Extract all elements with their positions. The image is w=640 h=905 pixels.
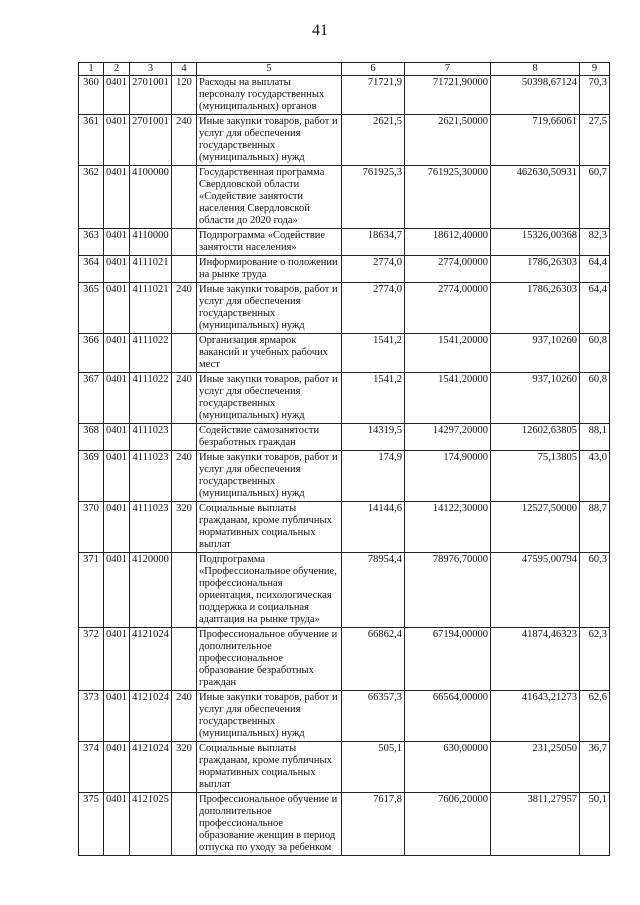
- cell-budget-approved: 14319,5: [342, 424, 405, 451]
- cell-section-code: 0401: [104, 76, 130, 115]
- cell-section-code: 0401: [104, 373, 130, 424]
- cell-expense-type-code: [172, 553, 197, 628]
- cell-amount-executed: 75,13805: [491, 451, 580, 502]
- cell-budget-approved: 174,9: [342, 451, 405, 502]
- cell-budget-approved: 1541,2: [342, 334, 405, 373]
- cell-section-code: 0401: [104, 229, 130, 256]
- cell-expense-type-code: [172, 334, 197, 373]
- cell-row-number: 375: [79, 793, 104, 856]
- cell-row-number: 367: [79, 373, 104, 424]
- cell-row-number: 360: [79, 76, 104, 115]
- cell-amount-executed: 719,66061: [491, 115, 580, 166]
- cell-target-article-code: 4121024: [130, 628, 172, 691]
- cell-expense-type-code: [172, 166, 197, 229]
- budget-table: [78, 62, 610, 856]
- cell-expense-type-code: 240: [172, 373, 197, 424]
- cell-budget-approved: 7617,8: [342, 793, 405, 856]
- cell-expense-type-code: [172, 424, 197, 451]
- cell-expense-description: Иные закупки товаров, работ и услуг для обеспечения государственных (муниципальных) нужд: [197, 283, 342, 334]
- cell-target-article-code: 4120000: [130, 553, 172, 628]
- cell-execution-percent: 82,3: [580, 229, 610, 256]
- cell-execution-percent: 64,4: [580, 256, 610, 283]
- cell-budget-approved: 1541,2: [342, 373, 405, 424]
- cell-expense-type-code: [172, 229, 197, 256]
- cell-section-code: 0401: [104, 115, 130, 166]
- cell-expense-description: Иные закупки товаров, работ и услуг для обеспечения государственных (муниципальных) нужд: [197, 373, 342, 424]
- cell-expense-type-code: 240: [172, 283, 197, 334]
- table-row: [79, 424, 610, 451]
- table-row: [79, 451, 610, 502]
- cell-budget-clarified: 78976,70000: [405, 553, 491, 628]
- cell-row-number: 362: [79, 166, 104, 229]
- cell-amount-executed: 41643,21273: [491, 691, 580, 742]
- cell-section-code: 0401: [104, 166, 130, 229]
- column-header-6: 6: [342, 63, 405, 76]
- table-row: [79, 76, 610, 115]
- cell-expense-type-code: [172, 628, 197, 691]
- table-body: [79, 76, 610, 856]
- cell-execution-percent: 64,4: [580, 283, 610, 334]
- cell-budget-approved: 14144,6: [342, 502, 405, 553]
- cell-row-number: 368: [79, 424, 104, 451]
- cell-section-code: 0401: [104, 424, 130, 451]
- cell-budget-clarified: 18612,40000: [405, 229, 491, 256]
- cell-amount-executed: 41874,46323: [491, 628, 580, 691]
- table-row: [79, 334, 610, 373]
- cell-target-article-code: 4111023: [130, 502, 172, 553]
- cell-section-code: 0401: [104, 553, 130, 628]
- cell-target-article-code: 4111021: [130, 283, 172, 334]
- cell-section-code: 0401: [104, 628, 130, 691]
- cell-section-code: 0401: [104, 691, 130, 742]
- table-row: [79, 373, 610, 424]
- cell-execution-percent: 36,7: [580, 742, 610, 793]
- cell-budget-clarified: 2621,50000: [405, 115, 491, 166]
- cell-amount-executed: 231,25050: [491, 742, 580, 793]
- cell-budget-clarified: 761925,30000: [405, 166, 491, 229]
- cell-target-article-code: 4111023: [130, 451, 172, 502]
- cell-expense-description: Социальные выплаты гражданам, кроме публичных нормативных социальных выплат: [197, 742, 342, 793]
- cell-expense-description: Иные закупки товаров, работ и услуг для обеспечения государственных (муниципальных) нужд: [197, 115, 342, 166]
- cell-execution-percent: 62,6: [580, 691, 610, 742]
- cell-target-article-code: 4121024: [130, 742, 172, 793]
- cell-execution-percent: 60,8: [580, 334, 610, 373]
- cell-section-code: 0401: [104, 793, 130, 856]
- table-row: [79, 502, 610, 553]
- cell-expense-type-code: [172, 793, 197, 856]
- cell-target-article-code: 4110000: [130, 229, 172, 256]
- cell-expense-type-code: 240: [172, 691, 197, 742]
- cell-expense-description: Содействие самозанятости безработных граждан: [197, 424, 342, 451]
- cell-budget-approved: 505,1: [342, 742, 405, 793]
- cell-target-article-code: 4111023: [130, 424, 172, 451]
- column-header-3: 3: [130, 63, 172, 76]
- cell-budget-approved: 18634,7: [342, 229, 405, 256]
- column-header-4: 4: [172, 63, 197, 76]
- cell-expense-description: Подпрограмма «Профессиональное обучение, профессиональная ориентация, психологическая поддержка и социальная адаптация на рынке труда»: [197, 553, 342, 628]
- table-row: [79, 229, 610, 256]
- cell-expense-type-code: [172, 256, 197, 283]
- column-header-9: 9: [580, 63, 610, 76]
- table-row: [79, 283, 610, 334]
- cell-amount-executed: 937,10260: [491, 334, 580, 373]
- cell-amount-executed: 462630,50931: [491, 166, 580, 229]
- cell-row-number: 366: [79, 334, 104, 373]
- cell-budget-approved: 71721,9: [342, 76, 405, 115]
- cell-target-article-code: 2701001: [130, 76, 172, 115]
- cell-amount-executed: 937,10260: [491, 373, 580, 424]
- cell-amount-executed: 50398,67124: [491, 76, 580, 115]
- cell-budget-clarified: 630,00000: [405, 742, 491, 793]
- cell-budget-clarified: 66564,00000: [405, 691, 491, 742]
- cell-execution-percent: 88,7: [580, 502, 610, 553]
- cell-section-code: 0401: [104, 283, 130, 334]
- cell-expense-description: Расходы на выплаты персоналу государственных (муниципальных) органов: [197, 76, 342, 115]
- cell-expense-type-code: 320: [172, 742, 197, 793]
- header-row: [79, 63, 610, 76]
- cell-amount-executed: 47595,00794: [491, 553, 580, 628]
- page-number: 41: [312, 22, 328, 39]
- cell-target-article-code: 4111022: [130, 373, 172, 424]
- column-header-1: 1: [79, 63, 104, 76]
- cell-row-number: 373: [79, 691, 104, 742]
- cell-budget-clarified: 1541,20000: [405, 373, 491, 424]
- cell-row-number: 370: [79, 502, 104, 553]
- table-row: [79, 793, 610, 856]
- column-header-5: 5: [197, 63, 342, 76]
- cell-execution-percent: 60,3: [580, 553, 610, 628]
- table-row: [79, 115, 610, 166]
- cell-budget-clarified: 71721,90000: [405, 76, 491, 115]
- cell-execution-percent: 60,8: [580, 373, 610, 424]
- cell-expense-type-code: 120: [172, 76, 197, 115]
- cell-section-code: 0401: [104, 256, 130, 283]
- cell-section-code: 0401: [104, 451, 130, 502]
- cell-budget-approved: 66862,4: [342, 628, 405, 691]
- cell-expense-description: Подпрограмма «Содействие занятости населения»: [197, 229, 342, 256]
- cell-expense-description: Социальные выплаты гражданам, кроме публичных нормативных социальных выплат: [197, 502, 342, 553]
- cell-amount-executed: 1786,26303: [491, 283, 580, 334]
- column-header-8: 8: [491, 63, 580, 76]
- cell-target-article-code: 4111022: [130, 334, 172, 373]
- cell-budget-approved: 761925,3: [342, 166, 405, 229]
- cell-expense-type-code: 240: [172, 115, 197, 166]
- cell-row-number: 364: [79, 256, 104, 283]
- cell-execution-percent: 70,3: [580, 76, 610, 115]
- table-row: [79, 628, 610, 691]
- cell-expense-description: Иные закупки товаров, работ и услуг для обеспечения государственных (муниципальных) нужд: [197, 451, 342, 502]
- cell-budget-clarified: 14297,20000: [405, 424, 491, 451]
- cell-row-number: 371: [79, 553, 104, 628]
- cell-amount-executed: 1786,26303: [491, 256, 580, 283]
- cell-row-number: 374: [79, 742, 104, 793]
- cell-expense-type-code: 240: [172, 451, 197, 502]
- table-row: [79, 742, 610, 793]
- cell-budget-clarified: 174,90000: [405, 451, 491, 502]
- table-row: [79, 553, 610, 628]
- cell-section-code: 0401: [104, 502, 130, 553]
- cell-target-article-code: 4121025: [130, 793, 172, 856]
- column-header-7: 7: [405, 63, 491, 76]
- cell-execution-percent: 50,1: [580, 793, 610, 856]
- cell-budget-clarified: 2774,00000: [405, 283, 491, 334]
- table-row: [79, 166, 610, 229]
- cell-execution-percent: 27,5: [580, 115, 610, 166]
- cell-budget-approved: 66357,3: [342, 691, 405, 742]
- cell-budget-approved: 2774,0: [342, 283, 405, 334]
- cell-budget-approved: 2621,5: [342, 115, 405, 166]
- cell-budget-clarified: 1541,20000: [405, 334, 491, 373]
- cell-target-article-code: 2701001: [130, 115, 172, 166]
- cell-execution-percent: 60,7: [580, 166, 610, 229]
- cell-target-article-code: 4100000: [130, 166, 172, 229]
- cell-budget-clarified: 67194,00000: [405, 628, 491, 691]
- cell-amount-executed: 12527,50000: [491, 502, 580, 553]
- column-header-2: 2: [104, 63, 130, 76]
- cell-target-article-code: 4111021: [130, 256, 172, 283]
- cell-row-number: 363: [79, 229, 104, 256]
- cell-expense-description: Профессиональное обучение и дополнительное профессиональное образование женщин в период отпуска по уходу за ребенком: [197, 793, 342, 856]
- cell-budget-clarified: 7606,20000: [405, 793, 491, 856]
- cell-amount-executed: 15326,00368: [491, 229, 580, 256]
- cell-section-code: 0401: [104, 742, 130, 793]
- cell-expense-description: Иные закупки товаров, работ и услуг для обеспечения государственных (муниципальных) нужд: [197, 691, 342, 742]
- cell-expense-description: Государственная программа Свердловской области «Содействие занятости населения Свердловской области до 2020 года»: [197, 166, 342, 229]
- table-row: [79, 256, 610, 283]
- cell-amount-executed: 12602,63805: [491, 424, 580, 451]
- cell-expense-description: Профессиональное обучение и дополнительное профессиональное образование безработных граждан: [197, 628, 342, 691]
- cell-row-number: 361: [79, 115, 104, 166]
- cell-budget-approved: 78954,4: [342, 553, 405, 628]
- cell-target-article-code: 4121024: [130, 691, 172, 742]
- cell-execution-percent: 62,3: [580, 628, 610, 691]
- cell-row-number: 372: [79, 628, 104, 691]
- cell-amount-executed: 3811,27957: [491, 793, 580, 856]
- cell-execution-percent: 43,0: [580, 451, 610, 502]
- cell-budget-clarified: 14122,30000: [405, 502, 491, 553]
- cell-row-number: 369: [79, 451, 104, 502]
- cell-budget-clarified: 2774,00000: [405, 256, 491, 283]
- cell-expense-description: Информирование о положении на рынке труда: [197, 256, 342, 283]
- cell-expense-description: Организация ярмарок вакансий и учебных рабочих мест: [197, 334, 342, 373]
- cell-budget-approved: 2774,0: [342, 256, 405, 283]
- cell-execution-percent: 88,1: [580, 424, 610, 451]
- cell-row-number: 365: [79, 283, 104, 334]
- cell-expense-type-code: 320: [172, 502, 197, 553]
- table-row: [79, 691, 610, 742]
- cell-section-code: 0401: [104, 334, 130, 373]
